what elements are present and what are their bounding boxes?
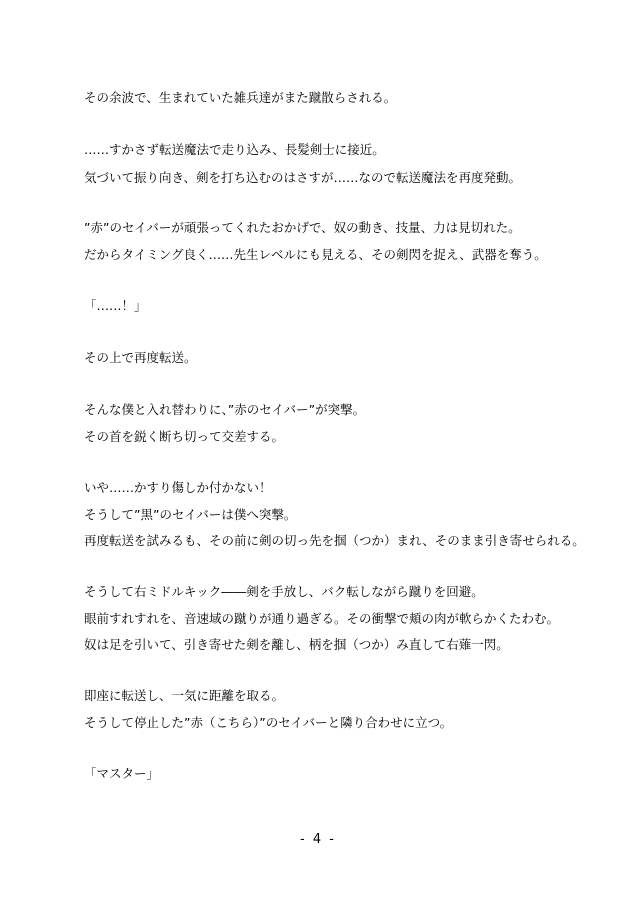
text-line: そうして右ミドルキック――剣を手放し、バク転しながら蹴りを回避。 xyxy=(84,584,484,599)
text-line: 即座に転送し、一気に距離を取る。 xyxy=(84,688,285,703)
dialogue-line: 「……！」 xyxy=(84,298,147,313)
text-line: その余波で、生まれていた雑兵達がまた蹴散らされる。 xyxy=(84,90,397,105)
text-line: ……すかさず転送魔法で走り込み、長髪剣士に接近。 xyxy=(84,142,385,157)
text-line: そうして”黒”のセイバーは僕へ突撃。 xyxy=(84,507,297,522)
text-line: 再度転送を試みるも、その前に剣の切っ先を掴（つか）まれ、そのまま引き寄せられる。 xyxy=(84,533,585,548)
dialogue-line: 「マスター」 xyxy=(84,766,160,781)
text-line: 気づいて振り向き、剣を打ち込むのはさすが……なので転送魔法を再度発動。 xyxy=(84,170,522,185)
text-line: 奴は足を引いて、引き寄せた剣を離し、柄を掴（つか）み直して右薙一閃。 xyxy=(84,637,509,652)
text-line: ”赤”のセイバーが頑張ってくれたおかげで、奴の動き、技量、力は見切れた。 xyxy=(84,220,521,235)
page-number: - 4 - xyxy=(300,832,336,847)
text-line: 眼前すれすれを、音速域の蹴りが通り過ぎる。その衝撃で頬の肉が軟らかくたわむ。 xyxy=(84,611,560,626)
text-line: いや……かすり傷しか付かない！ xyxy=(84,480,272,495)
text-line: だからタイミング良く……先生レベルにも見える、その剣閃を捉え、武器を奪う。 xyxy=(84,247,547,262)
text-line: そんな僕と入れ替わりに、”赤のセイバー”が突撃。 xyxy=(84,402,366,417)
text-line: そうして停止した”赤（こちら）”のセイバーと隣り合わせに立つ。 xyxy=(84,715,453,730)
text-line: その上で再度転送。 xyxy=(84,350,197,365)
text-line: その首を鋭く断ち切って交差する。 xyxy=(84,429,285,444)
